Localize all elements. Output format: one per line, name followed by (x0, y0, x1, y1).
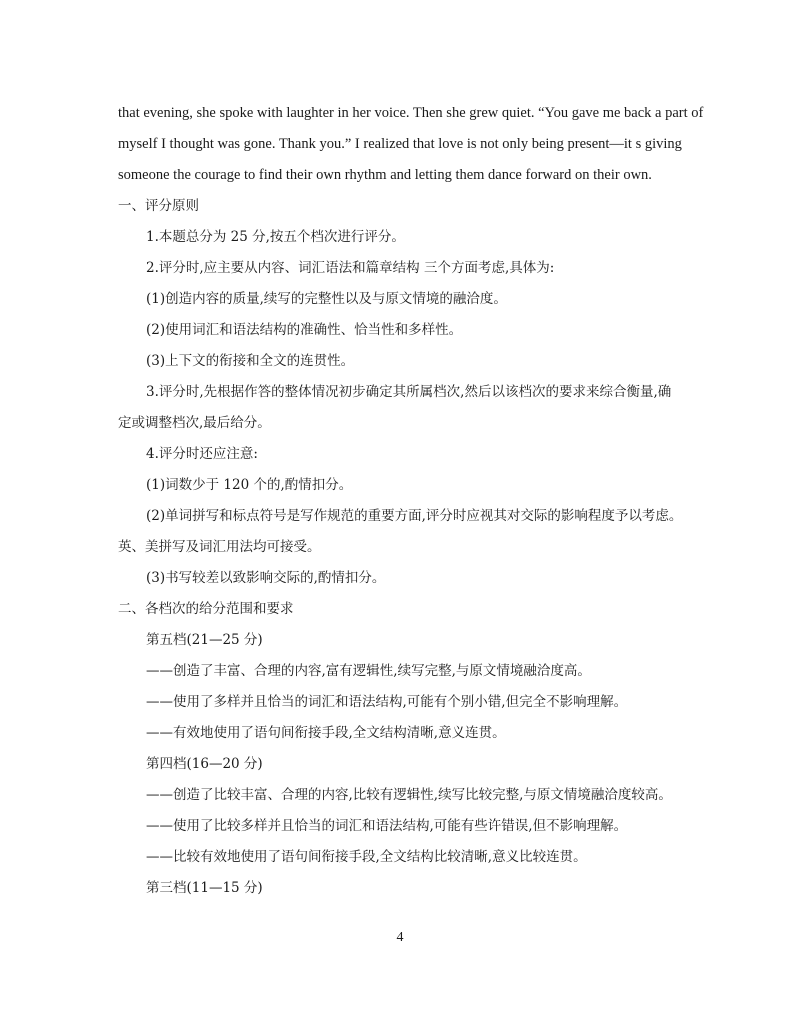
level-point: ——创造了丰富、合理的内容,富有逻辑性,续写完整,与原文情境融洽度高。 (146, 663, 591, 679)
principle-item: 2.评分时,应主要从内容、词汇语法和篇章结构 三个方面考虑,具体为: (146, 260, 555, 276)
level-point: ——有效地使用了语句间衔接手段,全文结构清晰,意义连贯。 (146, 725, 506, 741)
principle-item: (2)单词拼写和标点符号是写作规范的重要方面,评分时应视其对交际的影响程度予以考虑。 (146, 508, 683, 524)
principle-item: 4.评分时还应注意: (146, 446, 258, 462)
principle-item-continuation: 英、美拼写及词汇用法均可接受。 (118, 539, 321, 555)
principle-item-continuation: 定或调整档次,最后给分。 (118, 415, 271, 431)
section-heading-scoring-principles: 一、评分原则 (118, 198, 199, 214)
level-title: 第三档(11—15 分) (146, 880, 263, 896)
principle-item: (1)词数少于 120 个的,酌情扣分。 (146, 477, 353, 493)
level-title: 第四档(16—20 分) (146, 756, 263, 772)
principle-item: 3.评分时,先根据作答的整体情况初步确定其所属档次,然后以该档次的要求来综合衡量,确 (146, 384, 672, 400)
level-point: ——创造了比较丰富、合理的内容,比较有逻辑性,续写比较完整,与原文情境融洽度较高。 (146, 787, 672, 803)
english-passage-line: someone the courage to find their own rhythm and letting them dance forward on their own. (118, 167, 652, 183)
principle-item: (1)创造内容的质量,续写的完整性以及与原文情境的融洽度。 (146, 291, 507, 307)
english-passage-line: that evening, she spoke with laughter in her voice. Then she grew quiet. “You gave me back a part of (118, 105, 704, 121)
page-number: 4 (396, 930, 404, 945)
principle-item: (3)书写较差以致影响交际的,酌情扣分。 (146, 570, 386, 586)
principle-item: (3)上下文的衔接和全文的连贯性。 (146, 353, 355, 369)
level-point: ——使用了多样并且恰当的词汇和语法结构,可能有个别小错,但完全不影响理解。 (146, 694, 628, 710)
level-title: 第五档(21—25 分) (146, 632, 263, 648)
principle-item: 1.本题总分为 25 分,按五个档次进行评分。 (146, 229, 405, 245)
level-point: ——使用了比较多样并且恰当的词汇和语法结构,可能有些许错误,但不影响理解。 (146, 818, 628, 834)
section-heading-score-levels: 二、各档次的给分范围和要求 (118, 601, 294, 617)
principle-item: (2)使用词汇和语法结构的准确性、恰当性和多样性。 (146, 322, 463, 338)
level-point: ——比较有效地使用了语句间衔接手段,全文结构比较清晰,意义比较连贯。 (146, 849, 587, 865)
english-passage-line: myself I thought was gone. Thank you.” I realized that love is not only being present—it s giving (118, 136, 682, 152)
